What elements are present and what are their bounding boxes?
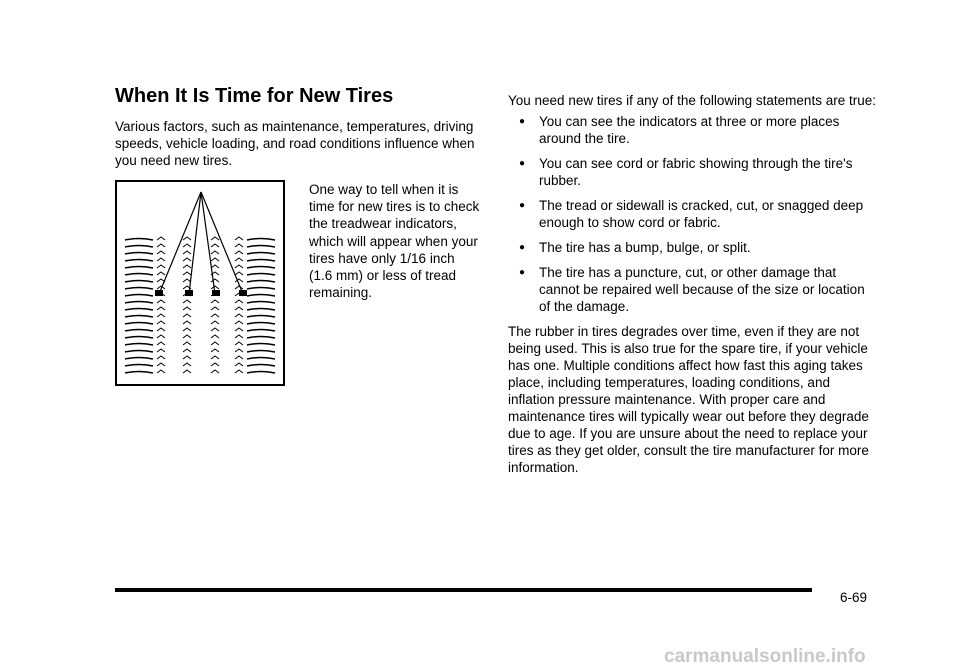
right-column (508, 92, 878, 476)
section-heading: When It Is Time for New Tires (115, 85, 394, 107)
bullet-icon: ● (519, 242, 526, 253)
bullet-icon: ● (519, 267, 526, 278)
bullet-icon: ● (519, 158, 526, 169)
treadwear-indicator-illustration (115, 180, 285, 386)
bullet-icon: ● (519, 116, 526, 127)
list-item: ● You can see cord or fabric showing through the tire's rubber. (519, 156, 853, 188)
aging-paragraph: The rubber in tires degrades over time, even if they are not being used. This is also true for the spare tire, if your vehicle has one. Multiple conditions affect how fast this aging takes place, including temperatures, loading conditions, and inflation pressure maintenance. With proper care and maintenance tires will typically wear out before they degrade due to age. If you are unsure about the need to replace your tires as they get older, consult the tire manufacturer for more information. (508, 324, 869, 475)
left-column (115, 84, 480, 392)
intro-paragraph: Various factors, such as maintenance, temperatures, driving speeds, vehicle loading, and road conditions influence when you need new tires. (115, 119, 475, 168)
list-item: ● The tire has a bump, bulge, or split. (519, 240, 751, 255)
figure-row (115, 180, 480, 392)
criteria-lead: You need new tires if any of the following statements are true: (508, 93, 876, 108)
criteria-list (508, 113, 878, 315)
tire-tread-drawing (117, 182, 283, 384)
list-item: ● The tire has a puncture, cut, or other damage that cannot be repaired well because of the size or location of the damage. (519, 265, 865, 314)
page-number: 6-69 (840, 590, 868, 605)
footer-rule (115, 588, 812, 592)
bullet-icon: ● (519, 200, 526, 211)
list-item: ● The tread or sidewall is cracked, cut, or snagged deep enough to show cord or fabric. (519, 198, 864, 230)
figure-caption: One way to tell when it is time for new tires is to check the treadwear indicators, which will appear when your tires have only 1/16 inch (1.6 mm) or less of tread remaining. (309, 182, 480, 301)
watermark: carmanualsonline.info (664, 646, 866, 667)
list-item: ● You can see the indicators at three or more places around the tire. (519, 114, 840, 146)
